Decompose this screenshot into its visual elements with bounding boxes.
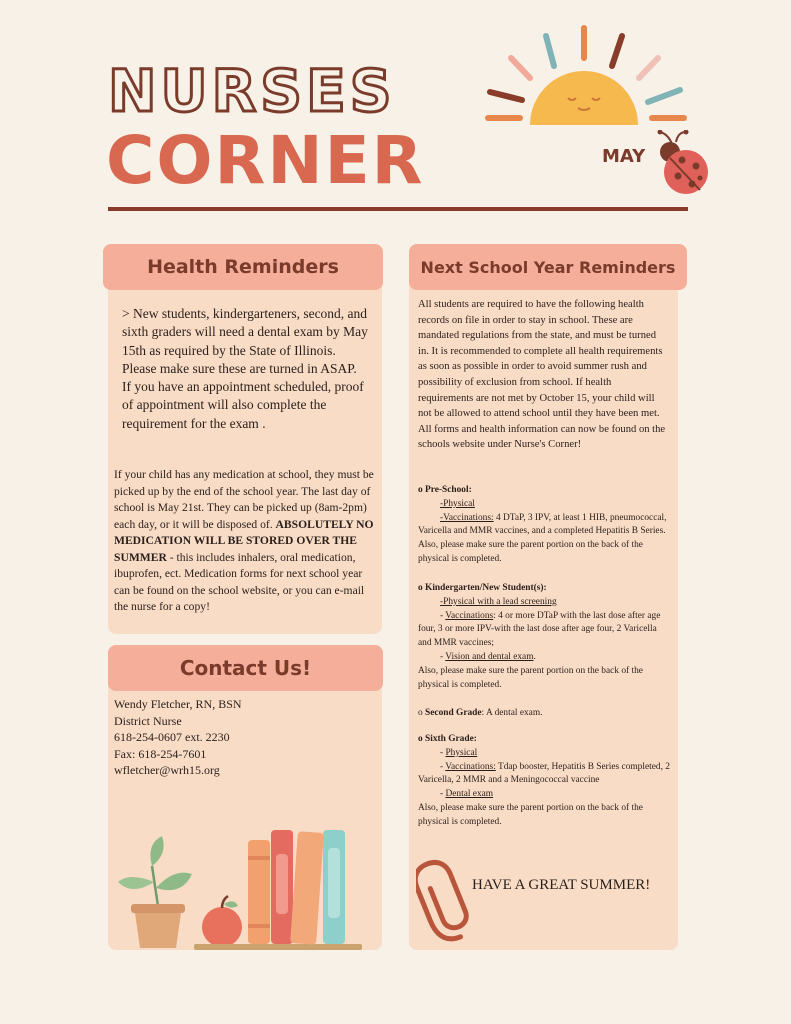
second-title: Second Grade [425, 708, 482, 718]
health-reminders-heading: Health Reminders [103, 244, 383, 290]
contact-email[interactable]: wfletcher@wrh15.org [114, 763, 220, 777]
header-divider [108, 207, 688, 211]
contact-info [114, 696, 374, 779]
kinder-vision: Vision and dental exam [445, 651, 534, 662]
medication-warning: ABSOLUTELY NO MEDICATION WILL BE STORED OVER THE SUMMER [114, 517, 374, 564]
ladybug-icon [650, 130, 712, 198]
kinder-physical: -Physical with a lead screening [440, 596, 557, 607]
medication-reminder [114, 467, 374, 616]
sun-icon [484, 22, 689, 132]
sixth-vacc-text: Tdap booster, Hepatitis B Series completed, 2 Varicella, 2 MMR and a Meningococcal vaccine [418, 761, 670, 786]
contact-name: Wendy Fletcher, RN, BSN [114, 697, 242, 711]
sixth-title: o Sixth Grade: [418, 734, 477, 744]
apple-icon [202, 896, 242, 947]
closing-message: HAVE A GREAT SUMMER! [472, 877, 651, 893]
sixth-physical: Physical [445, 747, 478, 758]
sixth-grade-section: o Sixth Grade: - Physical - Vaccinations: Tdap booster, Hepatitis B Series completed, 2 Varicella, 2 MMR and a Meningococcal vaccine - Dental exam Also, please make sure the parent portion on the back of the physical is completed. [418, 733, 670, 830]
second-grade-section: o Second Grade: A dental exam. [418, 708, 543, 718]
next-year-intro: All students are required to have the following health records on file in order to stay in school. These are mandated regulations from the state, and must be turned in. It is recommended to complete all health requirements as soon as possible in order to avoid summer rush and possibility of exclusion from school. If health requirements are not met by October 15, your child will not be allowed to attend school until they have been met. All forms and health information can now be found on the schools website under Nurse's Corner! [418, 299, 666, 451]
title-corner: CORNER [106, 122, 425, 199]
month-label: MAY [602, 146, 646, 167]
kinder-vacc-text: : 4 or more DTaP with the last dose after age four, 3 or more IPV-with the last dose after age four, 2 Varicella and MMR vaccines; [418, 610, 661, 649]
preschool-physical: -Physical [440, 498, 475, 509]
sixth-dental: Dental exam [445, 789, 494, 800]
medication-text-a: If your child has any medication at school, they must be picked up by the end of the school year. The last day of school is May 21st. They can be picked up (8am-2pm) each day, or it will be disposed of. [114, 468, 374, 531]
kinder-title: o Kindergarten/New Student(s): [418, 583, 547, 593]
sixth-note: Also, please make sure the parent portion on the back of the physical is completed. [418, 802, 643, 827]
preschool-note: Also, please make sure the parent portion on the back of the physical is completed. [418, 540, 643, 564]
medication-text-b: - this includes inhalers, oral medication, ibuprofen, ect. Medication forms for next school year can be found on the school website, or you can e-mail the nurse for a copy! [114, 550, 365, 613]
contact-role: District Nurse [114, 713, 182, 728]
sixth-vacc-label: Vaccinations: [445, 761, 496, 772]
preschool-vacc-label: -Vaccinations: [440, 512, 494, 523]
contact-fax: Fax: 618-254-7601 [114, 746, 207, 761]
contact-phone: 618-254-0607 ext. 2230 [114, 730, 230, 744]
dental-exam-reminder: > New students, kindergarteners, second, and sixth graders will need a dental exam by May 15th as required by the State of Illinois. Please make sure these are turned in ASAP. If you have an appointment scheduled, proof of appointment will also complete the requirement for the exam . [122, 306, 368, 431]
plant-icon [118, 836, 192, 948]
preschool-section [418, 484, 670, 567]
preschool-title: o Pre-School: [418, 485, 472, 495]
contact-heading: Contact Us! [108, 645, 383, 691]
kinder-note: Also, please make sure the parent portion on the back of the physical is completed. [418, 665, 643, 690]
preschool-vacc-text: 4 DTaP, 3 IPV, at least 1 HIB, pneumococcal, Varicella and MMR vaccines, and a completed Hepatitis B Series. [418, 512, 667, 537]
next-year-heading: Next School Year Reminders [409, 244, 687, 290]
paperclip-icon [416, 856, 474, 946]
books-plant-illustration [116, 826, 366, 952]
second-text: : A dental exam. [481, 708, 543, 718]
kinder-vacc-label: Vaccinations [445, 610, 494, 621]
kindergarten-section: o Kindergarten/New Student(s): -Physical with a lead screening - Vaccinations: 4 or more DTaP with the last dose after age four, 3 or more IPV-with the last dose after age four, 2 Varicella and MMR vaccines; - Vision and dental exam. Also, please make sure the parent portion on the back of the physical is completed. [418, 582, 670, 692]
title-nurses: NURSES [108, 57, 396, 125]
